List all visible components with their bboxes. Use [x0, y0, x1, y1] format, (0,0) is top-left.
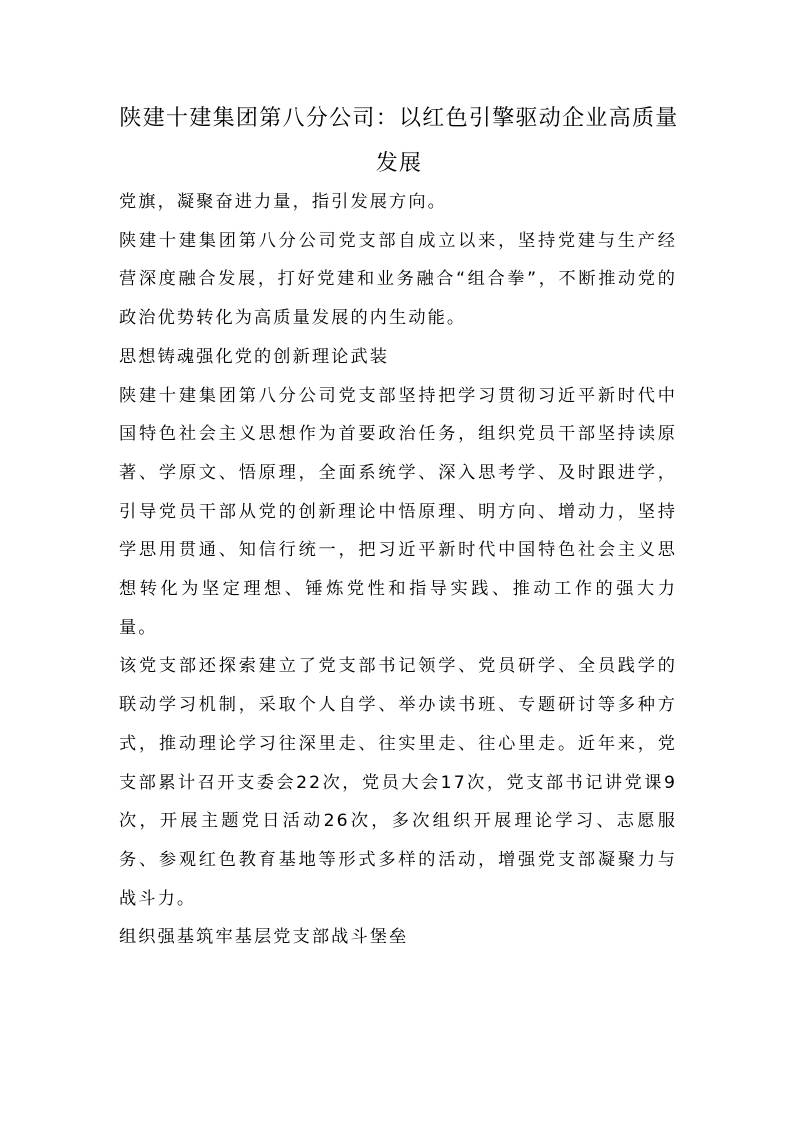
section-heading-theory: 思想铸魂强化党的创新理论武装: [119, 346, 390, 367]
paragraph-learning-mechanism: 该党支部还探索建立了党支部书记领学、党员研学、全员践学的联动学习机制，采取个人自学、举办读书班、专题研讨等多种方式，推动理论学习往深里走、往实里走、往心里走。近年来，党支部累计召开支委会22次，党员大会17次，党支部书记讲党课9次，开展主题党日活动26次，多次组织开展理论学习、志愿服务、参观红色教育基地等形式多样的活动，增强党支部凝聚力与战斗力。: [119, 656, 677, 909]
paragraph-intro: 党旗，凝聚奋进力量，指引发展方向。: [119, 192, 447, 212]
paragraph-theory-study: 陕建十建集团第八分公司党支部坚持把学习贯彻习近平新时代中国特色社会主义思想作为首要政治任务，组织党员干部坚持读原著、学原文、悟原理，全面系统学、深入思考学、及时跟进学，引导党员干部从党的创新理论中悟原理、明方向、增动力，坚持学思用贯通、知信行统一，把习近平新时代中国特色社会主义思想转化为坚定理想、锤炼党性和指导实践、推动工作的强大力量。: [119, 385, 677, 638]
paragraph-overview: 陕建十建集团第八分公司党支部自成立以来，坚持党建与生产经营深度融合发展，打好党建和业务融合“组合拳”，不断推动党的政治优势转化为高质量发展的内生动能。: [119, 230, 677, 329]
section-heading-organization: 组织强基筑牢基层党支部战斗堡垒: [119, 927, 409, 948]
document-body: [119, 183, 677, 957]
document-title: 陕建十建集团第八分公司：以红色引擎驱动企业高质量发展: [119, 106, 679, 176]
